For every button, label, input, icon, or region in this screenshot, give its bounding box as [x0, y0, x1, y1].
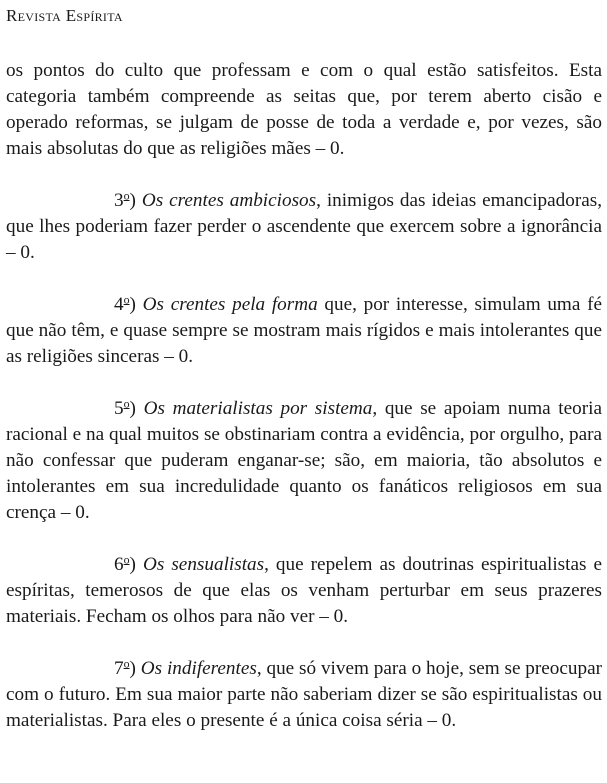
item-text: , que se apoiam numa teoria racional e na qual muitos se obstinariam contra a evidência, por orgulho, para não confessar que puderam enganar-se; são, em maioria, tão absolutos e intolerantes em sua incredulidade quanto os fanáticos religiosos em sua crença – 0.: [6, 398, 602, 523]
list-item-5: [6, 396, 602, 526]
item-text: , que repelem as doutrinas espiritualistas e espíritas, temerosos de que elas os venham perturbar em seus prazeres materiais. Fecham os olhos para não ver – 0.: [6, 554, 603, 627]
item-number: 6$^o$): [114, 552, 136, 575]
intro-paragraph: os pontos do culto que professam e com o qual estão satisfeitos. Esta categoria também compreende as seitas que, por terem aberto cisão e operado reformas, se julgam de posse de toda a verdade e, por vezes, são mais absolutas do que as religiões mães – 0.: [6, 60, 602, 159]
item-text: , inimigos das ideias emancipadoras, que lhes poderiam fazer perder o ascendente que exercem sobre a ignorância – 0.: [6, 190, 602, 263]
list-item-4: [6, 292, 602, 370]
item-title: Os crentes pela forma: [142, 294, 318, 315]
list-item-3: [6, 188, 602, 266]
running-header: Revista Espírita: [6, 6, 123, 25]
item-number: 3$^o$): [114, 188, 136, 211]
item-number: 7$^o$): [114, 656, 136, 679]
item-title: Os crentes ambiciosos: [141, 190, 317, 211]
item-title: Os materialistas por sistema: [143, 398, 373, 419]
item-text: que, por interesse, simulam uma fé que não têm, e quase sempre se mostram mais rígidos e mais intolerantes que as religiões sinceras – 0.: [6, 294, 602, 367]
item-title: Os indiferentes: [140, 658, 257, 679]
item-number: 5$^o$): [114, 396, 136, 419]
item-number: 4$^o$): [114, 292, 136, 315]
item-text: , que só vivem para o hoje, sem se preocupar com o futuro. Em sua maior parte não saberiam dizer se são espiritualistas ou materialistas. Para eles o presente é a única coisa séria – 0.: [6, 658, 603, 731]
page-body: [6, 58, 602, 760]
item-title: Os sensualistas: [142, 554, 265, 575]
list-item-7: [6, 656, 602, 734]
list-item-6: [6, 552, 602, 630]
